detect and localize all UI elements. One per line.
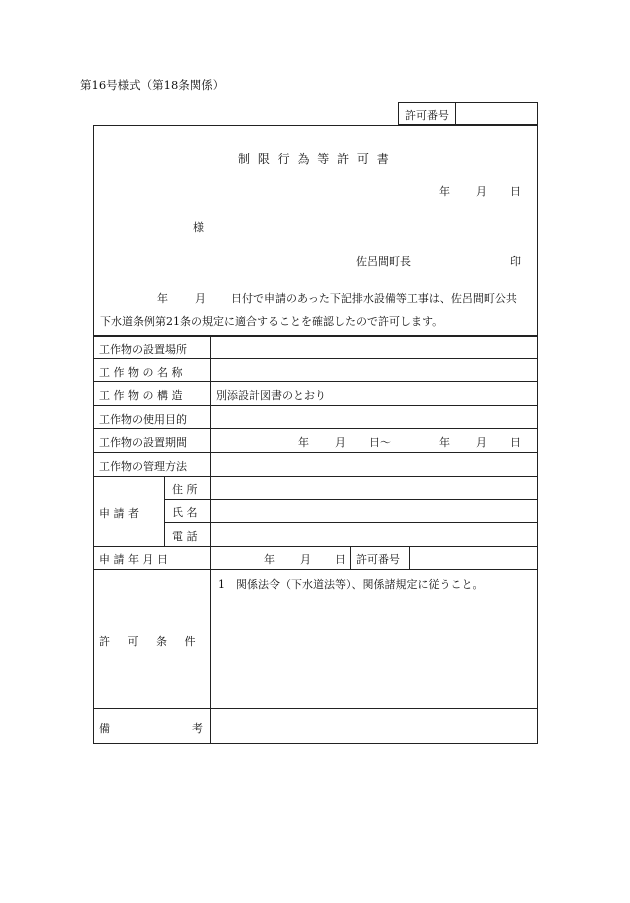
applicant-name-label: 氏 名 (172, 506, 198, 519)
structure-value: 別添設計図書のとおり (216, 389, 326, 402)
application-day: 日 (335, 553, 346, 566)
applicant-address-label: 住 所 (172, 483, 198, 496)
period-month2: 月 (476, 436, 487, 449)
date-day: 日 (510, 185, 521, 198)
addressee-suffix: 様 (193, 221, 204, 234)
location-label: 工作物の設置場所 (99, 343, 187, 356)
management-label: 工作物の管理方法 (99, 460, 187, 473)
applicant-name-field[interactable] (216, 504, 532, 518)
period-month1: 月 (335, 436, 346, 449)
structure-label: 工 作 物 の 構 造 (99, 389, 183, 402)
applicant-phone-field[interactable] (216, 528, 532, 542)
management-field[interactable] (216, 458, 532, 472)
applicant-label: 申 請 者 (99, 507, 139, 520)
seal-mark: 印 (510, 255, 521, 268)
permit-number-field[interactable] (461, 107, 531, 121)
period-day2: 日 (510, 436, 521, 449)
condition-item-1: 1 関係法令（下水道法等）、関係諸規定に従うこと。 (218, 578, 484, 591)
date-year: 年 (439, 185, 450, 198)
purpose-field[interactable] (216, 411, 532, 425)
name-label: 工 作 物 の 名 称 (99, 366, 183, 379)
period-day1: 日〜 (369, 436, 391, 449)
body-year: 年 (157, 292, 168, 305)
application-date-label: 申 請 年 月 日 (99, 553, 168, 566)
conditions-label: 許 可 条 件 (99, 635, 203, 648)
application-permit-no-label: 許可番号 (356, 553, 400, 566)
body-text-line2: 下水道条例第21条の規定に適合することを確認したので許可します。 (100, 315, 444, 328)
period-year2: 年 (439, 436, 450, 449)
application-year: 年 (264, 553, 275, 566)
body-month: 月 (195, 292, 206, 305)
remarks-field[interactable] (216, 714, 532, 738)
name-field[interactable] (216, 364, 532, 378)
permit-number-label: 許可番号 (405, 109, 449, 122)
remarks-label-left: 備 (99, 722, 110, 735)
applicant-phone-label: 電 話 (172, 530, 198, 543)
document-title: 制 限 行 為 等 許 可 書 (238, 152, 391, 166)
application-permit-no-field[interactable] (415, 551, 532, 565)
period-label: 工作物の設置期間 (99, 436, 187, 449)
section-divider (93, 335, 538, 337)
form-number: 第16号様式（第18条関係） (80, 78, 225, 92)
remarks-label-right: 考 (192, 722, 203, 735)
permit-number-box (398, 102, 538, 125)
applicant-address-field[interactable] (216, 481, 532, 495)
body-text-line1: 日付で申請のあった下記排水設備等工事は、佐呂間町公共 (231, 292, 517, 305)
location-field[interactable] (216, 341, 532, 355)
issuer-name: 佐呂間町長 (356, 255, 411, 268)
purpose-label: 工作物の使用目的 (99, 413, 187, 426)
date-month: 月 (476, 185, 487, 198)
period-year1: 年 (298, 436, 309, 449)
application-month: 月 (300, 553, 311, 566)
